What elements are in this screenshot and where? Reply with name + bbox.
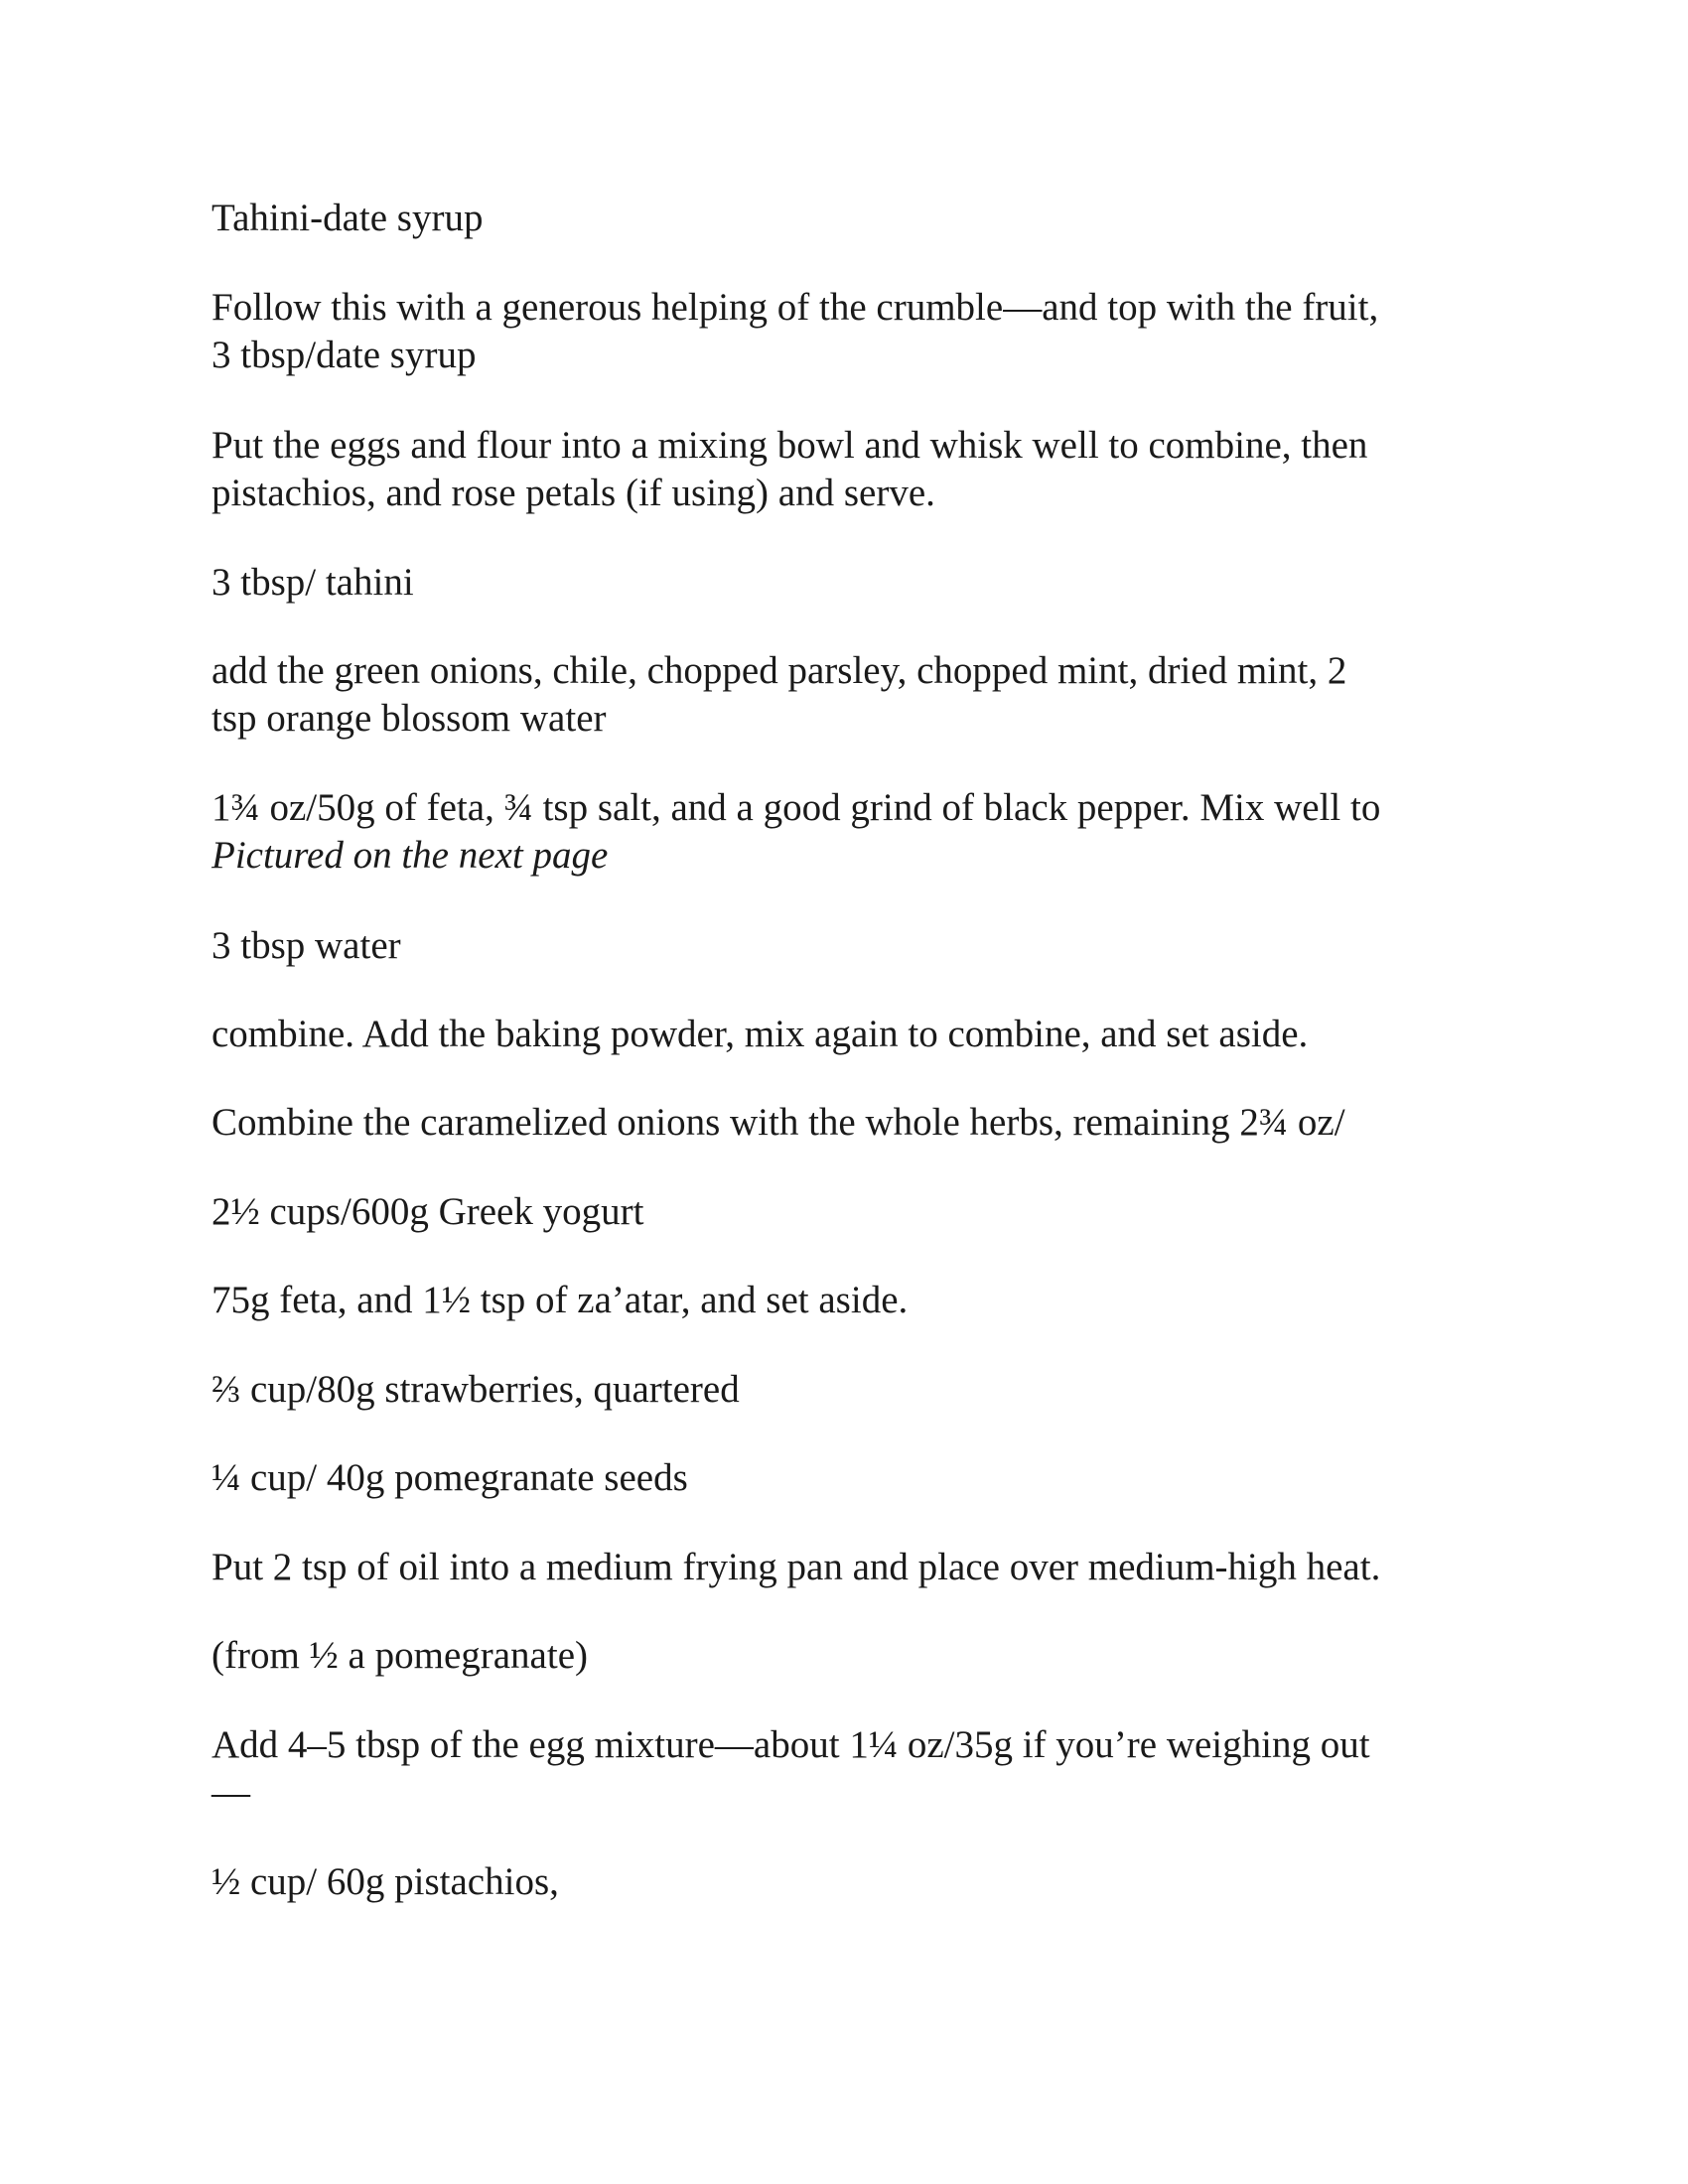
text-line: 3 tbsp/ tahini [211, 561, 414, 604]
paragraph-tahini [211, 559, 1502, 607]
paragraph-green-onions [211, 647, 1502, 743]
paragraph-pistachios [211, 1858, 1502, 1906]
paragraph-pomegranate-seeds [211, 1454, 1502, 1502]
text-line: 3 tbsp/date syrup [211, 334, 477, 376]
paragraph-caramelized-onions [211, 1099, 1502, 1147]
pictured-note: Pictured on the next page [211, 834, 609, 877]
text-line: 3 tbsp water [211, 924, 401, 967]
text-line: ⅔ cup/80g strawberries, quartered [211, 1368, 740, 1411]
paragraph-strawberries [211, 1366, 1502, 1414]
text-line: 1¾ oz/50g of feta, ¾ tsp salt, and a good grind of black pepper. Mix well to [211, 786, 1381, 829]
text-line: tsp orange blossom water [211, 697, 607, 740]
paragraph-frying-pan [211, 1544, 1502, 1591]
text-line: add the green onions, chile, chopped parsley, chopped mint, dried mint, 2 [211, 649, 1347, 692]
paragraph-half-pomegranate [211, 1632, 1502, 1680]
text-line: Add 4–5 tbsp of the egg mixture—about 1¼ oz/35g if you’re weighing out [211, 1723, 1370, 1766]
text-line: 75g feta, and 1½ tsp of za’atar, and set aside. [211, 1279, 909, 1321]
paragraph-egg-mixture [211, 1721, 1502, 1817]
paragraph-follow-crumble [211, 284, 1502, 379]
text-line: Follow this with a generous helping of the crumble—and top with the fruit, [211, 286, 1379, 329]
text-line: Combine the caramelized onions with the whole herbs, remaining 2¾ oz/ [211, 1101, 1345, 1144]
text-line: Put the eggs and flour into a mixing bowl and whisk well to combine, then [211, 424, 1368, 467]
text-line: (from ½ a pomegranate) [211, 1634, 588, 1677]
paragraph-feta-zaatar [211, 1277, 1502, 1324]
text-line: 2½ cups/600g Greek yogurt [211, 1190, 644, 1233]
paragraph-greek-yogurt [211, 1188, 1502, 1236]
text-line: — [211, 1771, 250, 1814]
paragraph-feta-salt [211, 784, 1502, 880]
paragraph-water [211, 922, 1502, 970]
text-line: Tahini-date syrup [211, 197, 484, 239]
text-line: ½ cup/ 60g pistachios, [211, 1860, 559, 1903]
text-line: pistachios, and rose petals (if using) and serve. [211, 472, 935, 514]
paragraph-eggs-flour [211, 422, 1502, 517]
text-line: ¼ cup/ 40g pomegranate seeds [211, 1456, 688, 1499]
paragraph-tahini-date-syrup [211, 195, 1502, 242]
paragraph-baking-powder [211, 1011, 1502, 1058]
text-line: Put 2 tsp of oil into a medium frying pan and place over medium-high heat. [211, 1546, 1381, 1588]
text-line: combine. Add the baking powder, mix again to combine, and set aside. [211, 1013, 1309, 1055]
